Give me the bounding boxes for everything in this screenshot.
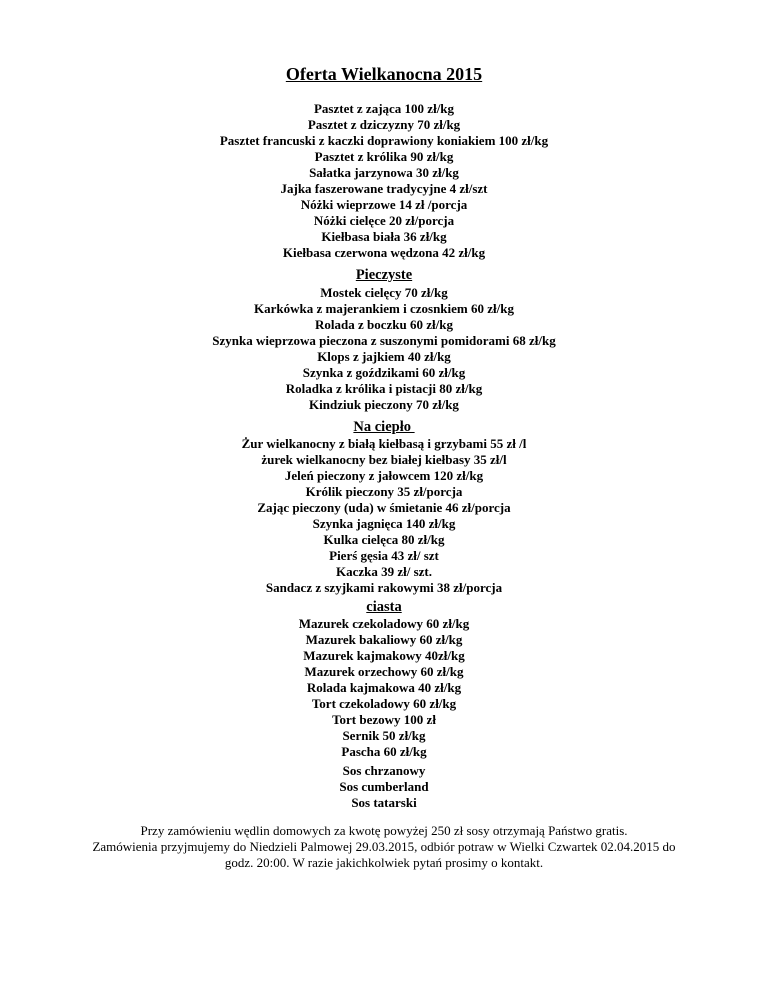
menu-item: Sernik 50 zł/kg [342, 728, 426, 743]
section-heading-ciasta: ciasta [366, 599, 402, 615]
section-starters [0, 101, 768, 261]
menu-item: Kiełbasa biała 36 zł/kg [321, 229, 447, 244]
menu-item: Kiełbasa czerwona wędzona 42 zł/kg [282, 245, 486, 260]
menu-item: Królik pieczony 35 zł/porcja [305, 484, 463, 499]
menu-item: Mazurek orzechowy 60 zł/kg [304, 664, 464, 679]
menu-item: Sałatka jarzynowa 30 zł/kg [309, 165, 459, 180]
section-sauces [0, 763, 768, 811]
section-ciasta [0, 616, 768, 760]
menu-item: Szynka z goździkami 60 zł/kg [302, 365, 466, 380]
menu-item: Klops z jajkiem 40 zł/kg [317, 349, 451, 364]
menu-item: Jajka faszerowane tradycyjne 4 zł/szt [280, 181, 488, 196]
menu-item: Tort bezowy 100 zł [332, 712, 436, 727]
menu-item: Tort czekoladowy 60 zł/kg [311, 696, 457, 711]
footer-line: Przy zamówieniu wędlin domowych za kwotę powyżej 250 zł sosy otrzymają Państwo gratis. [140, 823, 628, 838]
menu-item: Pasztet z dziczyzny 70 zł/kg [307, 117, 461, 132]
menu-item: Jeleń pieczony z jałowcem 120 zł/kg [284, 468, 484, 483]
menu-item: Pasztet z królika 90 zł/kg [314, 149, 454, 164]
menu-item: Szynka wieprzowa pieczona z suszonymi pomidorami 68 zł/kg [212, 333, 556, 348]
menu-item: Mazurek czekoladowy 60 zł/kg [298, 616, 470, 631]
menu-item: Żur wielkanocny z białą kiełbasą i grzybami 55 zł /l [241, 436, 527, 451]
menu-item: Szynka jagnięca 140 zł/kg [312, 516, 456, 531]
menu-item: Mazurek bakaliowy 60 zł/kg [305, 632, 463, 647]
menu-item: Rolada z boczku 60 zł/kg [315, 317, 453, 332]
menu-item: Nóżki wieprzowe 14 zł /porcja [300, 197, 468, 212]
menu-item: Sos chrzanowy [342, 763, 426, 778]
menu-item: Kaczka 39 zł/ szt. [335, 564, 433, 579]
menu-item: Zając pieczony (uda) w śmietanie 46 zł/porcja [257, 500, 511, 515]
section-pieczyste [0, 285, 768, 413]
menu-item: Kindziuk pieczony 70 zł/kg [309, 397, 459, 412]
menu-item: Roladka z królika i pistacji 80 zł/kg [285, 381, 483, 396]
menu-item: Mostek cielęcy 70 zł/kg [320, 285, 448, 300]
menu-item: Mazurek kajmakowy 40zł/kg [303, 648, 465, 663]
section-heading-pieczyste: Pieczyste [355, 267, 413, 283]
footer-line: Zamówienia przyjmujemy do Niedzieli Palmowej 29.03.2015, odbiór potraw w Wielki Czwartek 02.04.2015 do [92, 839, 676, 854]
menu-item: żurek wielkanocny bez białej kiełbasy 35 zł/l [261, 452, 507, 467]
menu-item: Kulka cielęca 80 zł/kg [323, 532, 445, 547]
menu-item: Pierś gęsia 43 zł/ szt [329, 548, 439, 563]
menu-item: Pascha 60 zł/kg [341, 744, 427, 759]
menu-item: Sos cumberland [339, 779, 429, 794]
menu-item: Sos tatarski [351, 795, 417, 810]
menu-item: Sandacz z szyjkami rakowymi 38 zł/porcja [265, 580, 503, 595]
section-na-cieplo [0, 436, 768, 596]
footer-line: godz. 20:00. W razie jakichkolwiek pytań prosimy o kontakt. [224, 855, 544, 870]
menu-item: Pasztet z zająca 100 zł/kg [313, 101, 455, 116]
footer-notes [0, 823, 768, 871]
menu-item: Karkówka z majerankiem i czosnkiem 60 zł/kg [254, 301, 514, 316]
menu-item: Rolada kajmakowa 40 zł/kg [306, 680, 462, 695]
section-heading-na-cieplo: Na ciepło [353, 419, 415, 435]
menu-item: Pasztet francuski z kaczki doprawiony koniakiem 100 zł/kg [219, 133, 549, 148]
document-title: Oferta Wielkanocna 2015 [285, 64, 483, 84]
menu-item: Nóżki cielęce 20 zł/porcja [313, 213, 455, 228]
